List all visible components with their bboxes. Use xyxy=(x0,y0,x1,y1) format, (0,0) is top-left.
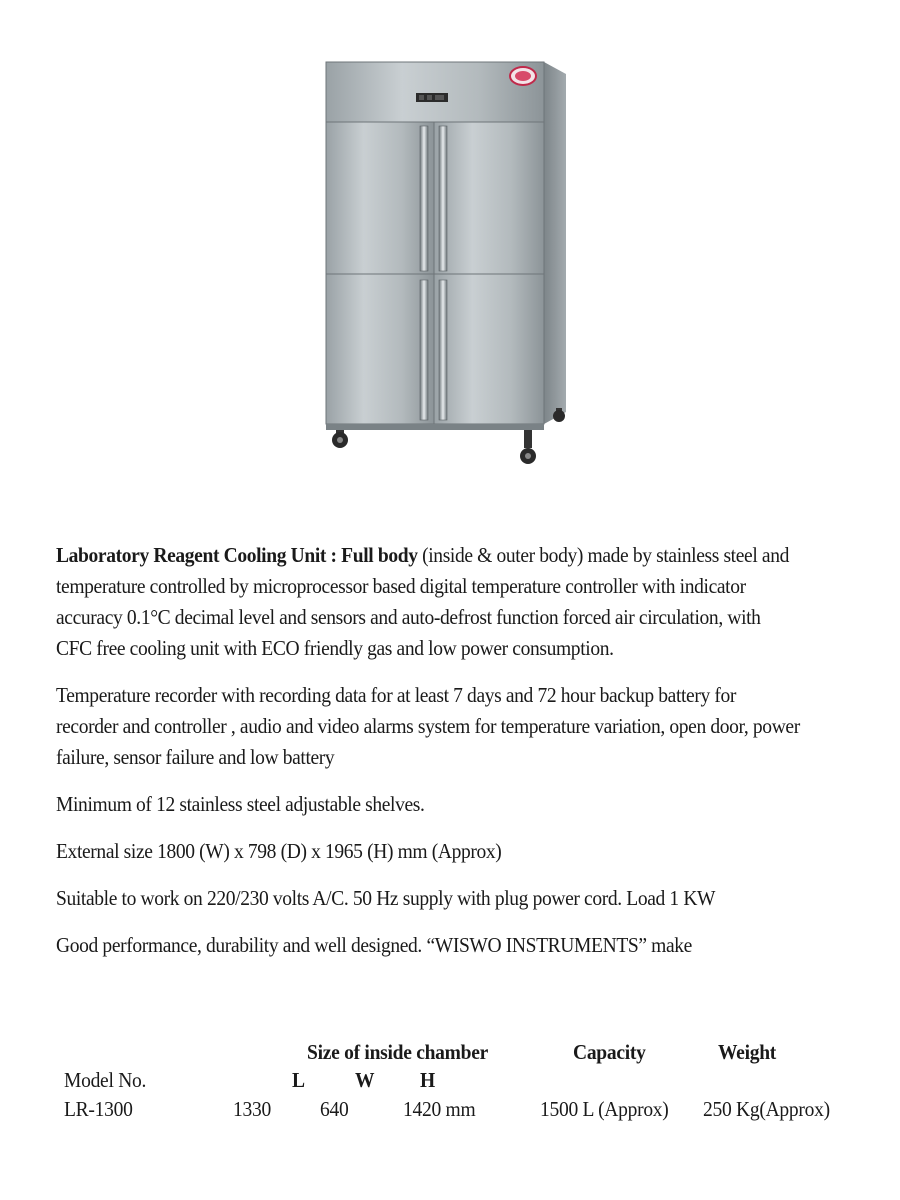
description-paragraph-3: Minimum of 12 stainless steel adjustable shelves. xyxy=(56,792,425,816)
header-l: L xyxy=(292,1068,305,1092)
description-paragraph-4: External size 1800 (W) x 798 (D) x 1965 (H) mm (Approx) xyxy=(56,839,502,863)
brand-logo xyxy=(510,67,536,85)
header-w: W xyxy=(355,1068,375,1092)
description-paragraph-2: Temperature recorder with recording data for at least 7 days and 72 hour backup battery for recorder and controller , audio and video alarms system for temperature variation, open door, power failure, sensor failure and low battery xyxy=(56,683,800,769)
product-description xyxy=(56,540,800,977)
header-h: H xyxy=(420,1068,435,1092)
door-lower-left xyxy=(326,274,434,424)
product-image xyxy=(318,56,574,472)
row-capacity: 1500 L (Approx) xyxy=(540,1097,669,1121)
door-upper-left xyxy=(326,122,434,274)
display-panel xyxy=(416,93,448,102)
row-length: 1330 xyxy=(233,1097,271,1121)
description-paragraph-1: Laboratory Reagent Cooling Unit : Full body (inside & outer body) made by stainless steel and temperature controlled by microprocessor based digital temperature controller with indicator accuracy 0.1°C decimal level and sensors and auto-defrost function forced air circulation, with CFC free cooling unit with ECO friendly gas and low power consumption. xyxy=(56,543,789,660)
header-inside-chamber: Size of inside chamber xyxy=(307,1040,489,1064)
product-title: Laboratory Reagent Cooling Unit xyxy=(56,543,327,567)
door-lower-right xyxy=(434,274,544,424)
row-width: 640 xyxy=(320,1097,349,1121)
row-height: 1420 mm xyxy=(403,1097,476,1121)
row-model: LR-1300 xyxy=(64,1097,133,1121)
row-weight: 250 Kg(Approx) xyxy=(703,1097,830,1121)
full-body-label: Full body xyxy=(341,543,418,567)
header-model-no: Model No. xyxy=(64,1068,147,1092)
refrigerator-illustration xyxy=(318,56,574,472)
description-paragraph-5: Suitable to work on 220/230 volts A/C. 50 Hz supply with plug power cord. Load 1 KW xyxy=(56,886,716,910)
header-capacity: Capacity xyxy=(573,1040,646,1064)
door-upper-right xyxy=(434,122,544,274)
header-weight: Weight xyxy=(718,1040,777,1064)
description-paragraph-6: Good performance, durability and well designed. “WISWO INSTRUMENTS” make xyxy=(56,933,692,957)
